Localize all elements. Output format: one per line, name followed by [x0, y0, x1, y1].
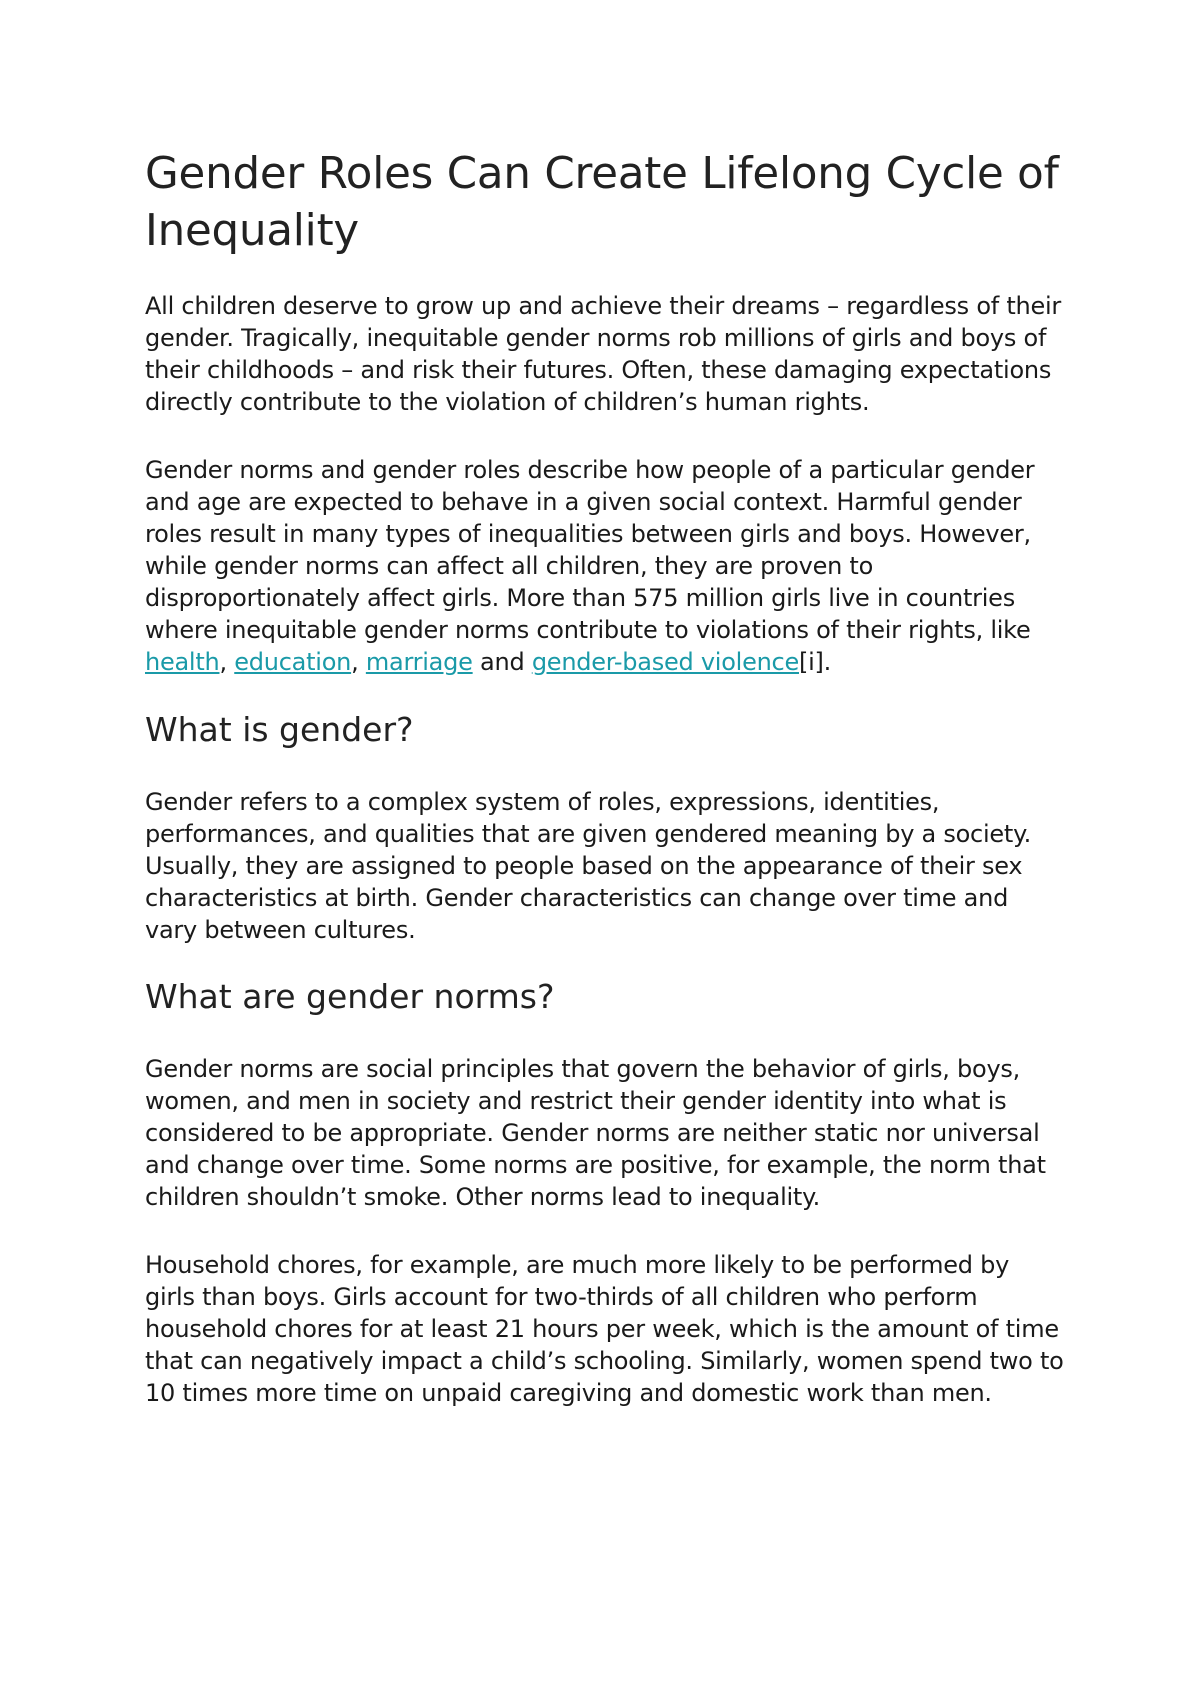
gender-norms-definition-paragraph: Gender norms are social principles that govern the behavior of girls, boys, women, and men in society and restrict their gender identity into what is considered to be appropriate. Gender norms are neither static nor universal and change over time. Some norms are positive, for example, the norm that children shouldn’t smoke. Other norms lead to inequality.: [145, 1055, 1046, 1211]
document-page: [145, 146, 1065, 1409]
separator: ,: [219, 648, 235, 676]
section-heading-what-is-gender: What is gender?: [145, 710, 414, 749]
education-link[interactable]: education: [234, 648, 352, 676]
gender-definition-paragraph: Gender refers to a complex system of roles, expressions, identities, performances, and qualities that are given gendered meaning by a society. Usually, they are assigned to people based on the appearance of their sex characteristics at birth. Gender characteristics can change over time and vary between cultures.: [145, 788, 1032, 944]
separator: ,: [351, 648, 366, 676]
separator: and: [472, 648, 532, 676]
section-heading-what-are-gender-norms: What are gender norms?: [145, 977, 555, 1016]
paragraph-end: .: [823, 648, 832, 676]
gender-based-violence-link[interactable]: gender-based violence: [531, 648, 799, 676]
health-link[interactable]: health: [145, 648, 220, 676]
footnote-reference: [i]: [799, 648, 824, 676]
household-chores-paragraph: Household chores, for example, are much more likely to be performed by girls than boys. Girls account for two-thirds of all children who perform household chores for at least 21 hours per week, which is the amount of time that can negatively impact a child’s schooling. Similarly, women spend two to 10 times more time on unpaid caregiving and domestic work than men.: [145, 1251, 1064, 1407]
paragraph-text: Gender norms and gender roles describe how people of a particular gender and age are expected to behave in a given social context. Harmful gender roles result in many types of inequalities between girls and boys. However, while gender norms can affect all children, they are proven to disproportionately affect girls. More than 575 million girls live in countries where inequitable gender norms contribute to violations of their rights, like: [145, 456, 1035, 644]
marriage-link[interactable]: marriage: [365, 648, 473, 676]
intro-paragraph: All children deserve to grow up and achieve their dreams – regardless of their gender. Tragically, inequitable gender norms rob millions of girls and boys of their childhoods – and risk their futures. Often, these damaging expectations directly contribute to the violation of children’s human rights.: [145, 292, 1061, 416]
gender-norms-paragraph: [145, 454, 1065, 678]
page-title: Gender Roles Can Create Lifelong Cycle of Inequality: [145, 149, 1059, 256]
